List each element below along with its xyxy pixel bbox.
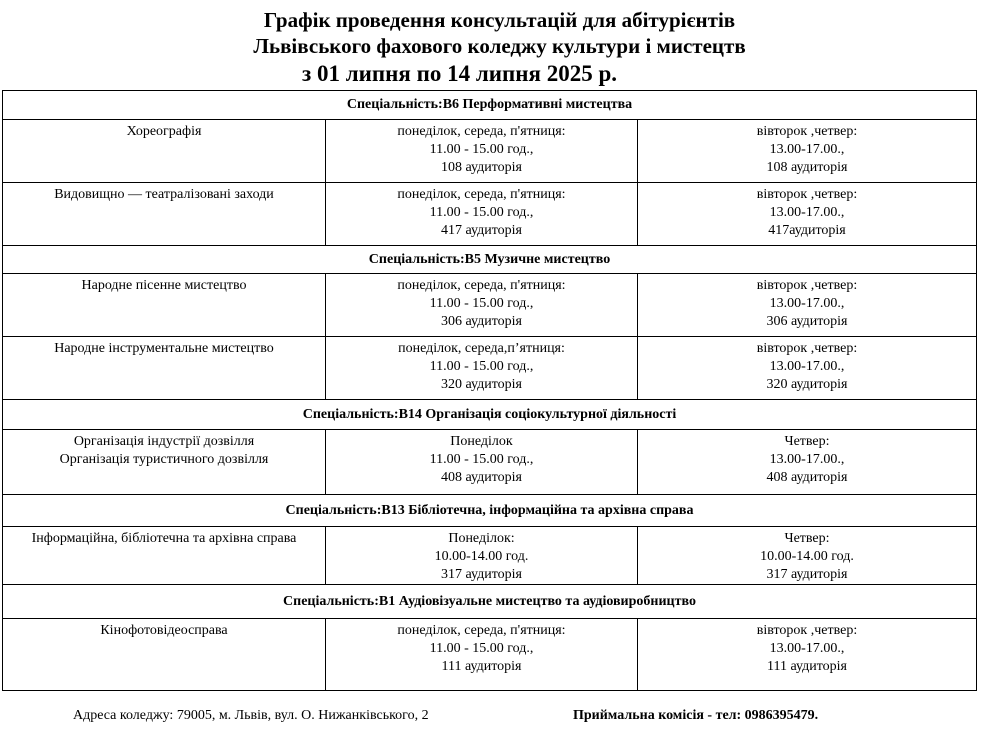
program-cell: [3, 274, 326, 336]
schedule-cell-1: [326, 337, 638, 399]
cell-line: Хореографія: [126, 124, 202, 139]
program-cell: [3, 337, 326, 399]
table-row: [3, 430, 976, 495]
cell-line: понеділок, середа, п'ятниця:: [397, 187, 566, 202]
cell-line: 11.00 - 15.00 год.,: [429, 296, 534, 311]
title-line-2: Львівського фахового коледжу культури і мистецтв: [253, 34, 746, 58]
cell-line: понеділок, середа,п’ятниця:: [398, 341, 565, 356]
schedule-cell-1: [326, 527, 638, 584]
cell-line: Понеділок: [450, 434, 513, 449]
cell-line: понеділок, середа, п'ятниця:: [397, 278, 566, 293]
cell-line: Кінофотовідеосправа: [100, 623, 228, 638]
cell-line: Народне інструментальне мистецтво: [54, 341, 274, 356]
program-cell: [3, 527, 326, 584]
schedule-cell-1: [326, 430, 638, 494]
program-cell: [3, 120, 326, 182]
table-row: [3, 619, 976, 690]
schedule-cell-2: [638, 337, 976, 399]
cell-line: вівторок ,четвер:: [756, 278, 858, 293]
program-cell: [3, 619, 326, 690]
cell-line: 111 аудиторія: [441, 659, 522, 674]
program-cell: [3, 183, 326, 245]
specialty-header: Спеціальність:В14 Організація соціокультурної діяльності: [3, 400, 976, 430]
cell-line: вівторок ,четвер:: [756, 124, 858, 139]
cell-line: понеділок, середа, п'ятниця:: [397, 623, 566, 638]
cell-line: 408 аудиторія: [766, 470, 848, 485]
schedule-cell-1: [326, 120, 638, 182]
program-cell: [3, 430, 326, 494]
schedule-cell-1: [326, 274, 638, 336]
schedule-cell-1: [326, 619, 638, 690]
cell-line: 13.00-17.00.,: [769, 359, 845, 374]
schedule-cell-2: [638, 527, 976, 584]
cell-line: 320 аудиторія: [766, 377, 848, 392]
schedule-table: [2, 90, 977, 691]
cell-line: 11.00 - 15.00 год.,: [429, 641, 534, 656]
schedule-cell-2: [638, 430, 976, 494]
cell-line: 317 аудиторія: [766, 567, 848, 582]
schedule-cell-1: [326, 183, 638, 245]
cell-line: 13.00-17.00.,: [769, 142, 845, 157]
cell-line: Понеділок:: [448, 531, 515, 546]
cell-line: 417 аудиторія: [441, 223, 522, 238]
cell-line: 11.00 - 15.00 год.,: [429, 142, 534, 157]
title-line-1: Графік проведення консультацій для абітурієнтів: [263, 8, 736, 32]
specialty-header: Спеціальність:В13 Бібліотечна, інформаційна та архівна справа: [3, 495, 976, 527]
cell-line: Видовищно — театралізовані заходи: [54, 187, 274, 202]
cell-line: 13.00-17.00.,: [769, 452, 845, 467]
title-dates: з 01 липня по 14 липня 2025 р.: [302, 61, 617, 86]
cell-line: вівторок ,четвер:: [756, 341, 858, 356]
cell-line: вівторок ,четвер:: [756, 187, 858, 202]
cell-line: 417аудиторія: [768, 223, 846, 238]
cell-line: Четвер:: [784, 434, 830, 449]
cell-line: 13.00-17.00.,: [769, 641, 845, 656]
table-row: [3, 527, 976, 585]
schedule-cell-2: [638, 183, 976, 245]
cell-line: 13.00-17.00.,: [769, 296, 845, 311]
table-row: [3, 183, 976, 246]
cell-line: 408 аудиторія: [441, 470, 522, 485]
cell-line: 108 аудиторія: [441, 160, 522, 175]
cell-line: Народне пісенне мистецтво: [81, 278, 247, 293]
specialty-header: Спеціальність:В1 Аудіовізуальне мистецтво та аудіовиробництво: [3, 585, 976, 619]
cell-line: 317 аудиторія: [441, 567, 522, 582]
schedule-cell-2: [638, 120, 976, 182]
college-address: Адреса коледжу: 79005, м. Львів, вул. О. Нижанківського, 2: [73, 708, 429, 723]
cell-line: понеділок, середа, п'ятниця:: [397, 124, 566, 139]
cell-line: 10.00-14.00 год.: [760, 549, 854, 564]
table-row: [3, 274, 976, 337]
cell-line: 10.00-14.00 год.: [434, 549, 529, 564]
cell-line: 11.00 - 15.00 год.,: [429, 359, 534, 374]
schedule-cell-2: [638, 619, 976, 690]
table-row: [3, 337, 976, 400]
cell-line: Організація індустрії дозвілля: [73, 434, 255, 449]
schedule-cell-2: [638, 274, 976, 336]
cell-line: 13.00-17.00.,: [769, 205, 845, 220]
admission-phone: Приймальна комісія - тел: 0986395479.: [573, 708, 819, 723]
cell-line: 108 аудиторія: [766, 160, 848, 175]
cell-line: вівторок ,четвер:: [756, 623, 858, 638]
specialty-header: Спеціальність:В6 Перформативні мистецтва: [3, 91, 976, 120]
table-row: [3, 120, 976, 183]
cell-line: Четвер:: [784, 531, 830, 546]
specialty-header: Спеціальність:В5 Музичне мистецтво: [3, 246, 976, 274]
cell-line: 306 аудиторія: [441, 314, 522, 329]
cell-line: 11.00 - 15.00 год.,: [429, 452, 534, 467]
cell-line: 306 аудиторія: [766, 314, 848, 329]
cell-line: Організація туристичного дозвілля: [59, 452, 269, 467]
cell-line: 11.00 - 15.00 год.,: [429, 205, 534, 220]
cell-line: Інформаційна, бібліотечна та архівна справа: [31, 531, 297, 546]
cell-line: 320 аудиторія: [441, 377, 522, 392]
cell-line: 111 аудиторія: [767, 659, 847, 674]
